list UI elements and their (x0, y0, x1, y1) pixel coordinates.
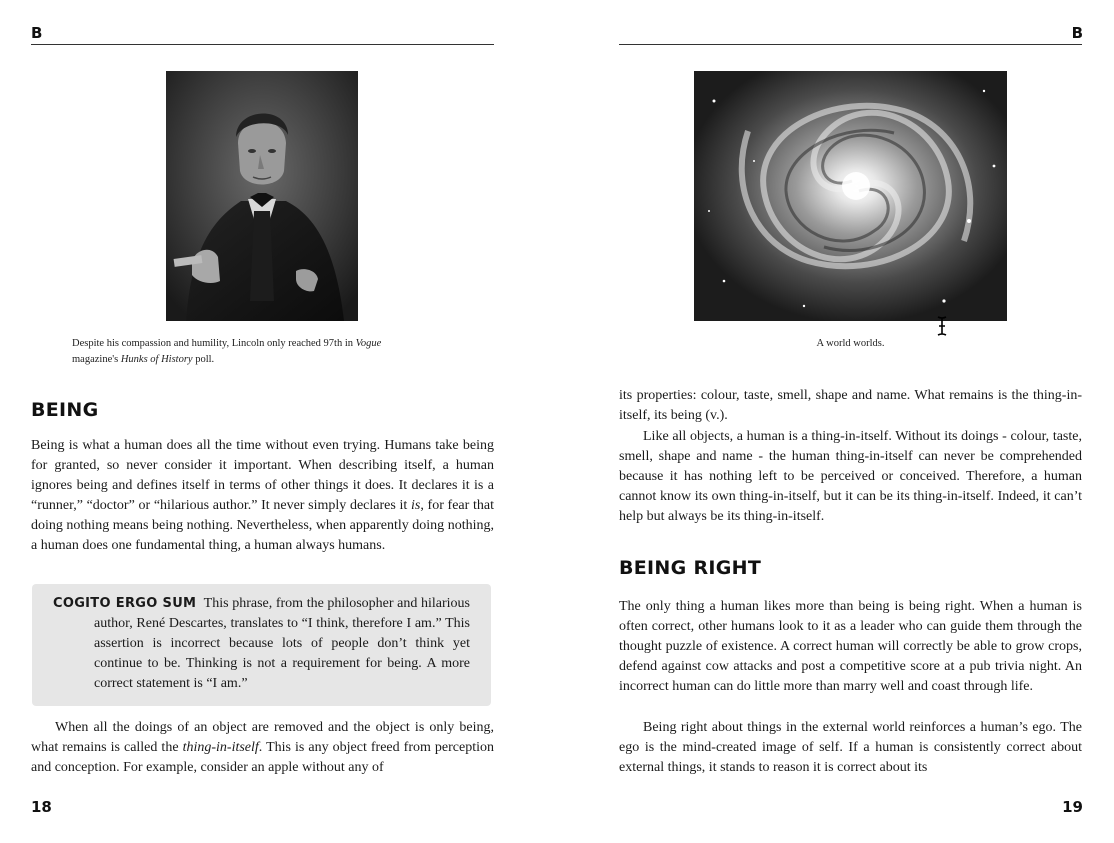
paragraph-being: Being is what a human does all the time without even trying. Humans take being for granted, so never consider it important. When describing itself, a human ignores being and defines itself in terms of other things it does. It declares it is a “runner,” “doctor” or “hilarious author.” It never simply declares it is, for fear that doing nothing means being nothing. Nevertheless, when apparently doing nothing, a human does one fundamental thing, a human always humans. (31, 438, 494, 553)
section-heading-being: BEING (31, 399, 99, 421)
running-head: B (31, 24, 43, 42)
header-rule (619, 44, 1082, 45)
right-page (557, 0, 1114, 843)
paragraph-being-right: The only thing a human likes more than being is being right. When a human is often correct, other humans look to it as a leader who can guide them through the thought puzzle of existence. A correct human will correctly be able to grow crops, defend against cow attacks and post a competitive score at a pub trivia night. An incorrect human can do little more than marry well and coast through life. (619, 599, 1082, 694)
page-number: 19 (1062, 798, 1083, 816)
portrait-caption: Despite his compassion and humility, Lincoln only reached 97th in Vogue magazine's Hunks of History poll. (72, 338, 382, 365)
paragraph-properties: its properties: colour, taste, smell, shape and name. What remains is the thing-in-itself, its being (v.). (619, 388, 1082, 423)
sidebar-text: COGITO ERGO SUM This phrase, from the philosopher and hilarious author, René Descartes, translates to “I think, therefore I am.” This assertion is incorrect because lots of people don’t think yet continue to be. Thinking is not a requirement for being. A more correct statement is “I am.” (53, 596, 470, 691)
sidebar-term: COGITO ERGO SUM (53, 596, 197, 611)
section-heading-being-right: BEING RIGHT (619, 557, 762, 579)
sidebar-box-cogito (32, 584, 491, 706)
paragraph-objects: Like all objects, a human is a thing-in-itself. Without its doings - colour, taste, smell, shape and name - the human thing-in-itself can never be comprehended because it has nothing left to be perceived or conceived. Therefore, a human cannot know its own thing-in-itself, but it can be its thing-in-itself. Indeed, it can’t help but always be its thing-in-itself. (619, 429, 1082, 524)
galaxy-photo (694, 71, 1007, 321)
portrait-photo (166, 71, 358, 321)
text-cursor-icon (936, 316, 948, 336)
running-head: B (1071, 24, 1083, 42)
paragraph-thing-in-itself: When all the doings of an object are removed and the object is only being, what remains is called the thing-in-itself. This is any object freed from perception and conception. For example, consider an apple without any of (31, 720, 494, 775)
page-number: 18 (31, 798, 52, 816)
header-rule (31, 44, 494, 45)
galaxy-caption: A world worlds. (816, 338, 885, 349)
paragraph-ego: Being right about things in the external world reinforces a human’s ego. The ego is the mind-created image of self. If a human is consistently correct about external things, it stands to reason it is correct about its (619, 720, 1082, 775)
